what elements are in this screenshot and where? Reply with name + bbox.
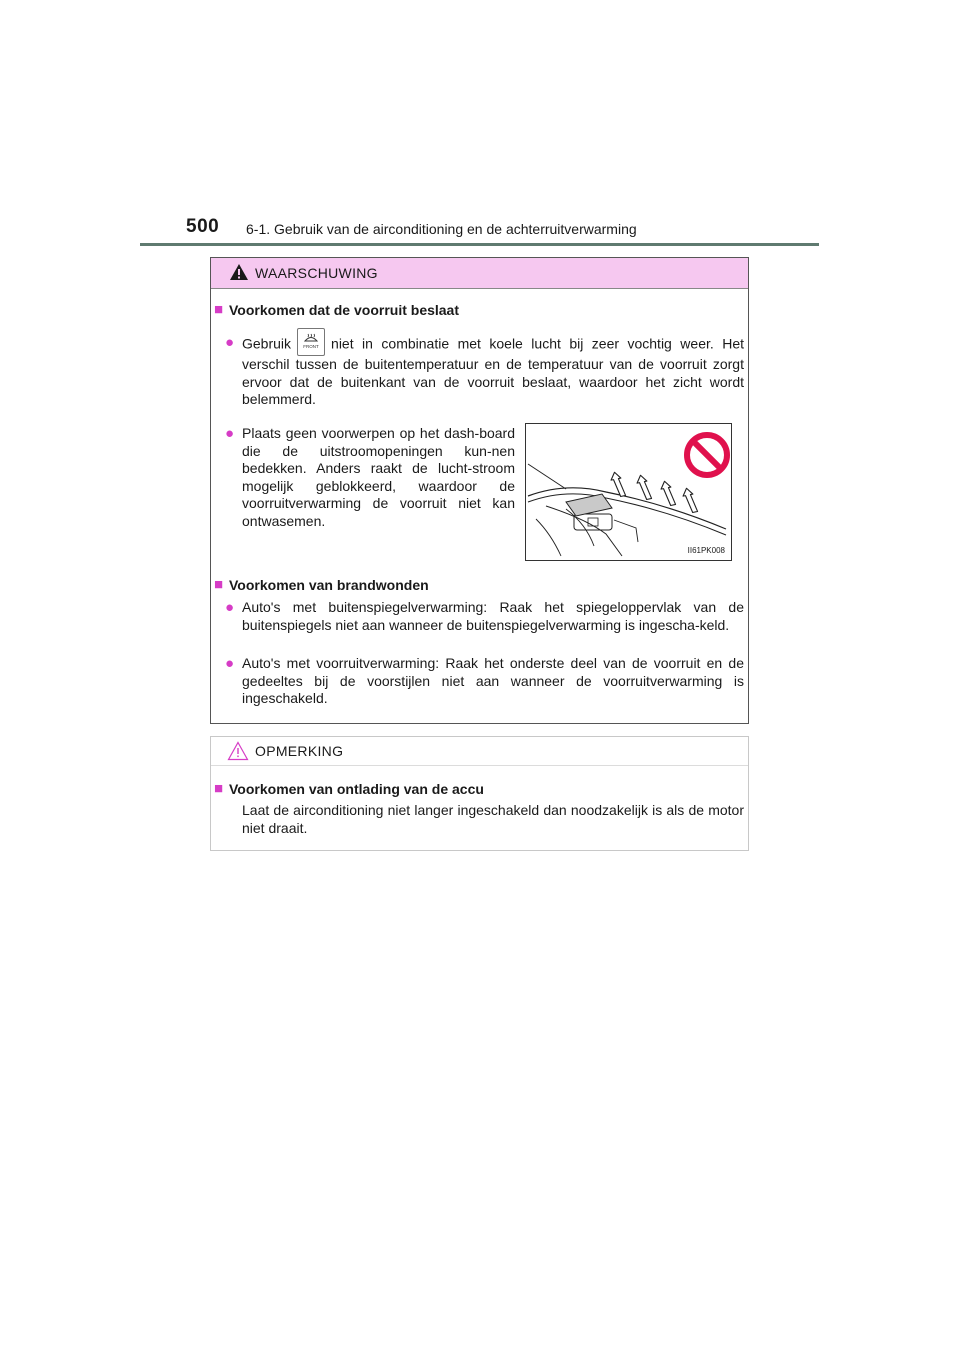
header-rule (140, 243, 819, 246)
item-dashboard-objects-text: Plaats geen voorwerpen op het dash-board die de uitstroomopeningen kun-nen bedekken. Anders raakt de lucht-stroom mogelijk geblokkeerd, waardoor de voorruitverwarming de voorruit niet kan ontwasemen. (242, 425, 515, 529)
chapter-title: 6-1. Gebruik van de airconditioning en de achterruitverwarming (246, 221, 637, 237)
item-mirror-heater-text: Auto's met buitenspiegelverwarming: Raak het spiegeloppervlak van de buitenspiegels niet aan wanneer de buitenspiegelverwarming is ingescha-keld. (242, 599, 744, 633)
section-title-fogging: Voorkomen dat de voorruit beslaat (229, 302, 460, 318)
section-square-icon: ■ (214, 301, 224, 318)
section-square-icon: ■ (214, 780, 224, 797)
bullet-icon: ● (225, 599, 235, 616)
warning-header (211, 258, 748, 289)
section-title-burns: Voorkomen van brandwonden (229, 577, 429, 593)
caution-triangle-icon (227, 741, 249, 761)
dashboard-airflow-drawing (526, 424, 731, 560)
section-title-battery: Voorkomen van ontlading van de accu (229, 781, 484, 797)
front-defroster-icon (297, 328, 325, 356)
bullet-icon: ● (225, 334, 235, 351)
dashboard-illustration (525, 423, 732, 561)
notice-header (211, 737, 748, 766)
warning-triangle-icon (229, 263, 249, 281)
bullet-icon: ● (225, 425, 235, 442)
figure-code: II61PK008 (687, 546, 725, 555)
item-front-defroster-text: Gebruik FRONT niet in combinatie met koele lucht bij zeer vochtig weer. Het verschil tussen de buitentemperatuur en de temperatuur van de voorruit zorgt ervoor dat de buitenkant van de voorruit beslaat, waardoor het zicht wordt belemmerd. (242, 334, 744, 409)
bullet-icon: ● (225, 655, 235, 672)
notice-box (210, 736, 749, 851)
section-square-icon: ■ (214, 576, 224, 593)
notice-battery-text: Laat de airconditioning niet langer ingeschakeld dan noodzakelijk is als de motor niet draait. (242, 802, 744, 836)
page-number: 500 (186, 216, 220, 237)
notice-label: OPMERKING (255, 743, 344, 759)
svg-text:FRONT: FRONT (303, 344, 319, 349)
warning-label: WAARSCHUWING (255, 265, 378, 281)
item-windshield-heater-text: Auto's met voorruitverwarming: Raak het onderste deel van de voorruit en de gedeeltes bij de voorstijlen niet aan wanneer de voorruitverwarming is ingeschakeld. (242, 655, 744, 706)
